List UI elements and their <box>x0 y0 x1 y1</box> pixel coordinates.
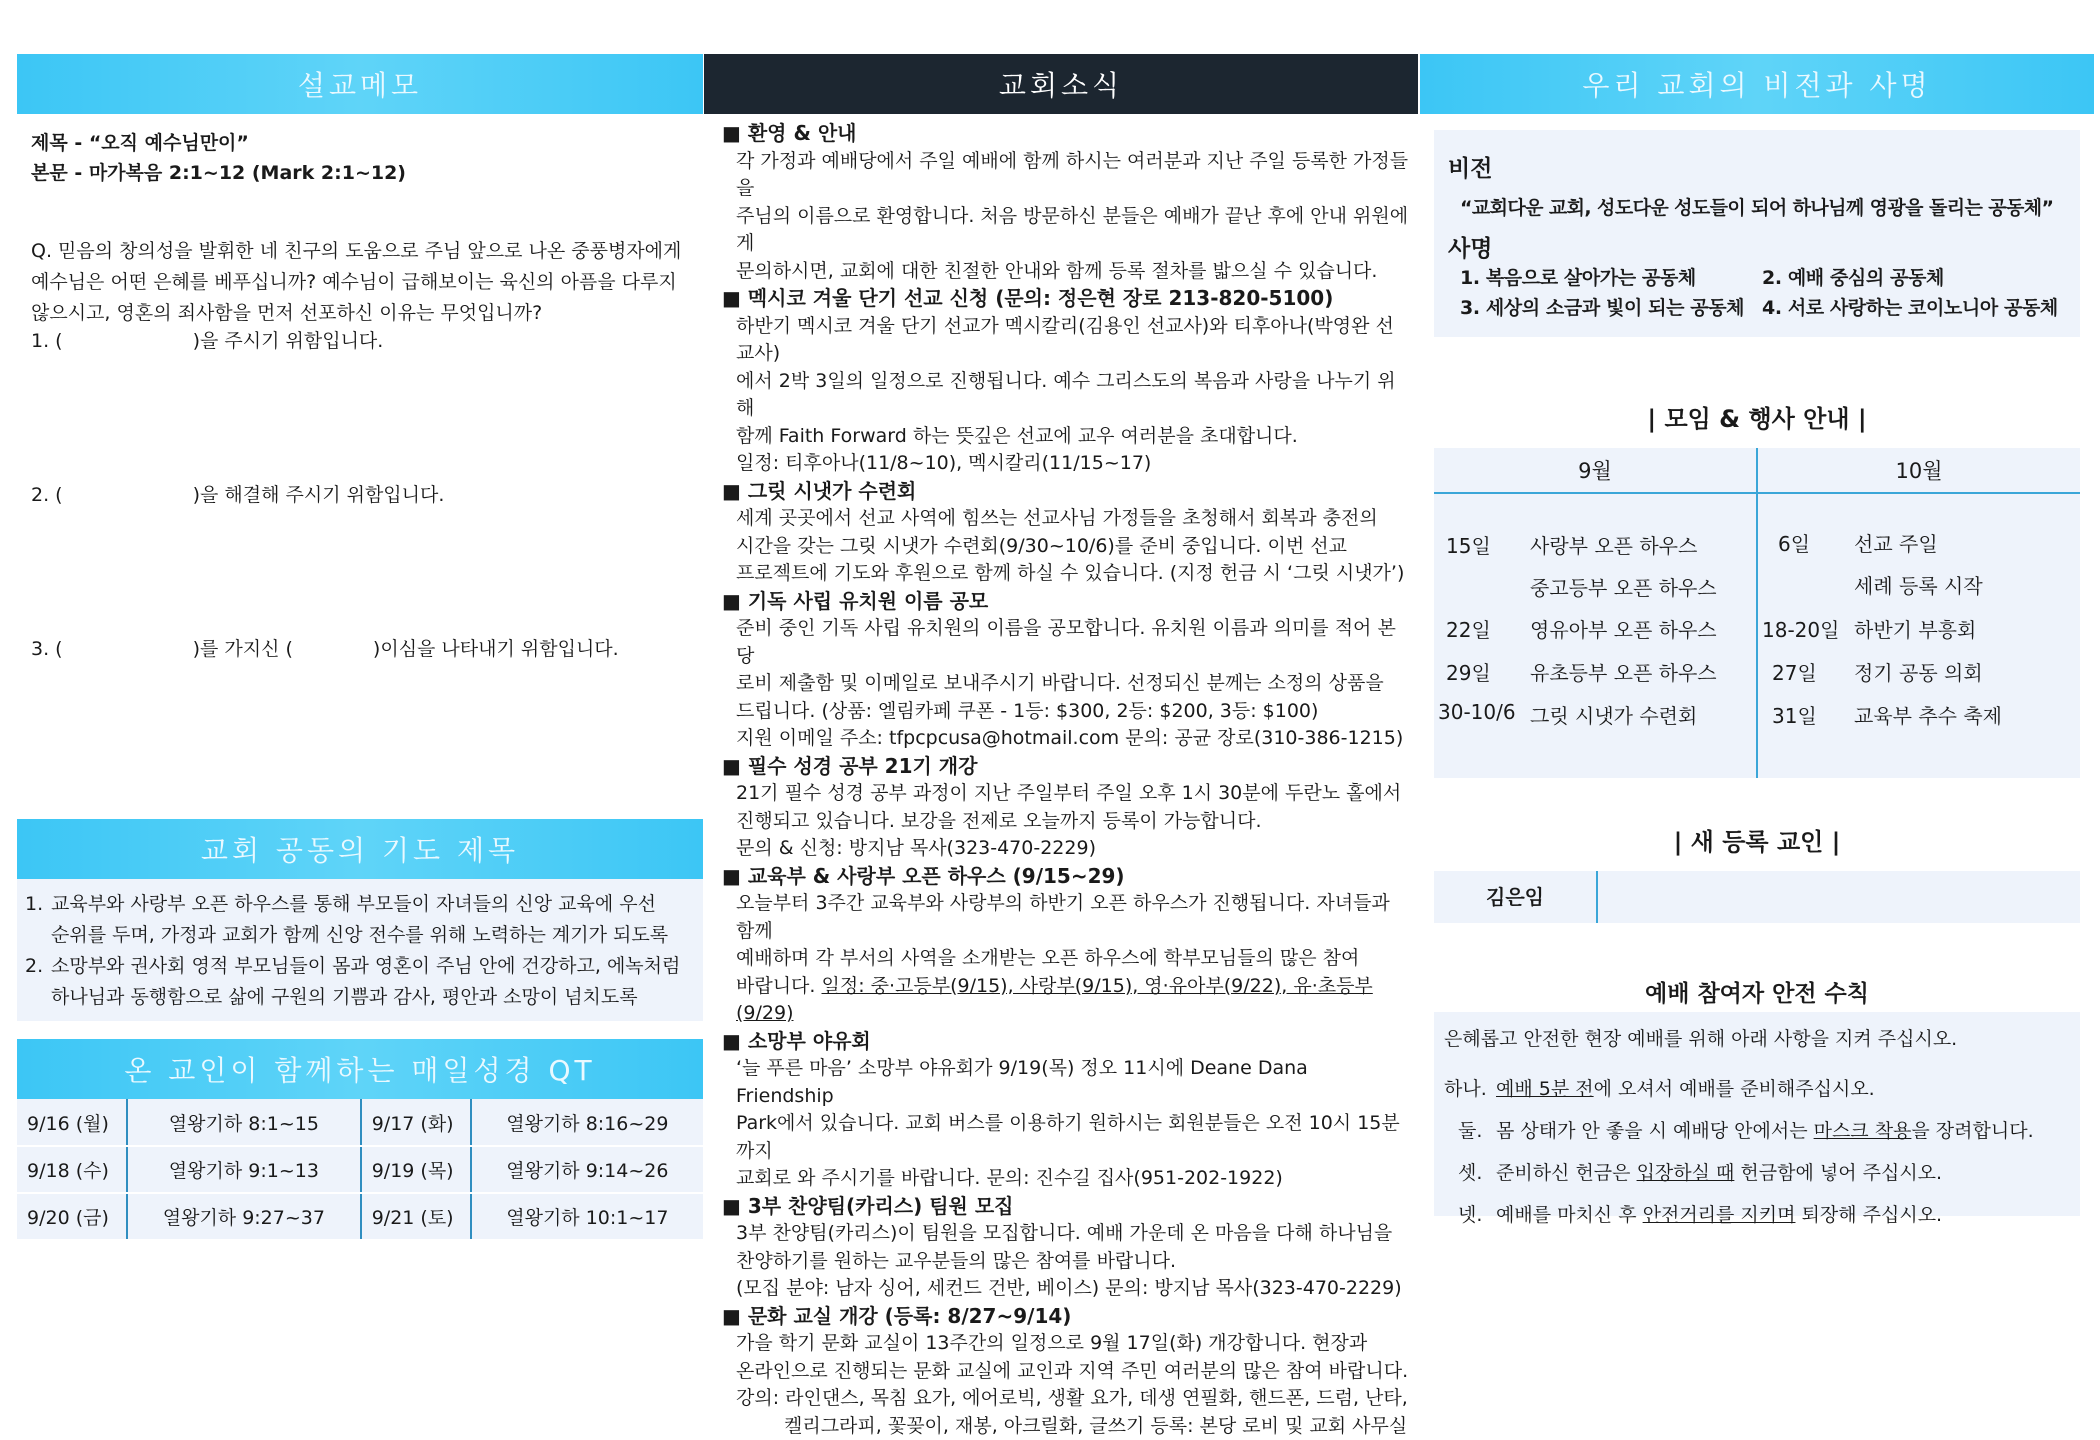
answer-prefix: 1. ( <box>31 330 63 352</box>
mission-list <box>1460 263 2064 323</box>
news-title: ■ 소망부 야유회 <box>722 1028 1410 1056</box>
news-line: 지원 이메일 주소: tfpcpcusa@hotmail.com 문의: 공균 장로(310-386-1215) <box>722 725 1410 753</box>
safety-rule <box>1444 1194 2080 1236</box>
month-heading: 10월 <box>1758 448 2080 494</box>
safety-panel <box>1434 1012 2080 1216</box>
events-september <box>1434 448 1758 778</box>
sermon-question <box>31 236 689 329</box>
rule-number: 셋. <box>1444 1152 1496 1194</box>
new-member-name: 김은임 <box>1434 871 1598 923</box>
event-name: 세례 등록 시작 <box>1854 570 1983 599</box>
answer-2 <box>31 480 444 507</box>
news-title: ■ 환영 & 안내 <box>722 120 1410 148</box>
event-date: 18-20일 <box>1762 614 1839 643</box>
news-line: 오늘부터 3주간 교육부와 사랑부의 하반기 오픈 하우스가 진행됩니다. 자녀들과 함께 <box>722 890 1410 945</box>
mission-item: 1. 복음으로 살아가는 공동체 <box>1460 263 1762 293</box>
safety-intro: 은혜롭고 안전한 현장 예배를 위해 아래 사항을 지켜 주십시오. <box>1444 1024 2080 1054</box>
answer-1 <box>31 326 383 353</box>
news-line: 문의 & 신청: 방지남 목사(323-470-2229) <box>722 835 1410 863</box>
news-line: 예배하며 각 부서의 사역을 소개받는 오픈 하우스에 학부모님들의 많은 참여 <box>722 945 1410 973</box>
news-line: 에서 2박 3일의 일정으로 진행됩니다. 예수 그리스도의 복음과 사랑을 나누기 위해 <box>722 368 1410 423</box>
event-name: 영유아부 오픈 하우스 <box>1530 614 1717 643</box>
event-date: 22일 <box>1446 614 1491 643</box>
rule-emphasis: 마스크 착용 <box>1814 1120 1912 1142</box>
answer-suffix: )을 해결해 주시기 위함입니다. <box>193 484 445 506</box>
vision-label: 비전 <box>1448 150 2064 183</box>
events-title: | 모임 & 행사 안내 | <box>1420 399 2094 434</box>
events-table <box>1434 448 2080 778</box>
qt-header: 온 교인이 함께하는 매일성경 QT <box>17 1039 703 1099</box>
qt-passage: 열왕기하 10:1~17 <box>471 1193 703 1240</box>
rule-number: 하나. <box>1444 1068 1496 1110</box>
mission-item: 2. 예배 중심의 공동체 <box>1762 263 2064 293</box>
news-line: 진행되고 있습니다. 보강을 전제로 오늘까지 등록이 가능합니다. <box>722 808 1410 836</box>
sermon-scripture: 본문 - 마가복음 2:1~12 (Mark 2:1~12) <box>31 158 689 188</box>
answer-suffix: )이심을 나타내기 위함입니다. <box>373 638 619 660</box>
church-news-column <box>704 54 1418 1440</box>
month-heading: 9월 <box>1434 448 1756 494</box>
rule-emphasis: 입장하실 때 <box>1637 1162 1735 1184</box>
news-line: Park에서 있습니다. 교회 버스를 이용하기 원하시는 회원분들은 오전 10시 15분까지 <box>722 1110 1410 1165</box>
qt-passage: 열왕기하 9:27~37 <box>127 1193 361 1240</box>
rule-text: 몸 상태가 안 좋을 시 예배당 안에서는 <box>1496 1120 1814 1142</box>
news-line: 하반기 멕시코 겨울 단기 선교가 멕시칼리(김용인 선교사)와 티후아나(박영완 선교사) <box>722 313 1410 368</box>
qt-passage: 열왕기하 9:1~13 <box>127 1146 361 1193</box>
event-name: 사랑부 오픈 하우스 <box>1530 530 1697 559</box>
sermon-title: 제목 - “오직 예수님만이” <box>31 128 689 158</box>
new-members-title: | 새 등록 교인 | <box>1420 822 2094 857</box>
vision-panel <box>1434 130 2080 337</box>
news-title: ■ 멕시코 겨울 단기 선교 신청 (문의: 정은현 장로 213-820-5100) <box>722 285 1410 313</box>
rule-text: 헌금함에 넣어 주십시오. <box>1734 1162 1942 1184</box>
news-title: ■ 그릿 시냇가 수련회 <box>722 478 1410 506</box>
qt-date: 9/17 (화) <box>361 1099 471 1146</box>
vision-column <box>1420 54 2094 1216</box>
qt-passage: 열왕기하 9:14~26 <box>471 1146 703 1193</box>
event-date: 6일 <box>1778 528 1810 557</box>
answer-3 <box>31 634 619 661</box>
news-line: ‘늘 푸른 마음’ 소망부 야유회가 9/19(목) 정오 11시에 Deane Dana Friendship <box>722 1055 1410 1110</box>
church-news-list <box>704 114 1418 1440</box>
news-line: 온라인으로 진행되는 문화 교실에 교인과 지역 주민 여러분의 많은 참여 바랍니다. <box>722 1358 1410 1386</box>
event-date: 31일 <box>1772 700 1817 729</box>
vision-header: 우리 교회의 비전과 사명 <box>1420 54 2094 114</box>
rule-number: 넷. <box>1444 1194 1496 1236</box>
prayer-item <box>25 889 695 951</box>
prayer-list <box>17 879 703 1021</box>
safety-rule <box>1444 1152 2080 1194</box>
news-title: ■ 교육부 & 사랑부 오픈 하우스 (9/15~29) <box>722 863 1410 891</box>
qt-date: 9/21 (토) <box>361 1193 471 1240</box>
mission-item: 4. 서로 사랑하는 코이노니아 공동체 <box>1762 293 2064 323</box>
qt-passage: 열왕기하 8:1~15 <box>127 1099 361 1146</box>
news-title: ■ 3부 찬양팀(카리스) 팀원 모집 <box>722 1193 1410 1221</box>
prayer-line: 하나님과 동행함으로 삶에 구원의 기쁨과 감사, 평안과 소망이 넘치도록 <box>51 982 680 1013</box>
prayer-section <box>17 819 703 1021</box>
news-line: 가을 학기 문화 교실이 13주간의 일정으로 9월 17일(화) 개강합니다. 현장과 <box>722 1330 1410 1358</box>
event-date: 29일 <box>1446 657 1491 686</box>
news-line: 시간을 갖는 그릿 시냇가 수련회(9/30~10/6)를 준비 중입니다. 이번 선교 <box>722 533 1410 561</box>
news-line: 각 가정과 예배당에서 주일 예배에 함께 하시는 여러분과 지난 주일 등록한 가정들을 <box>722 148 1410 203</box>
rule-emphasis: 예배 5분 전 <box>1496 1078 1594 1100</box>
prayer-header: 교회 공동의 기도 제목 <box>17 819 703 879</box>
table-row <box>17 1099 703 1146</box>
qt-table <box>17 1099 703 1241</box>
rule-text: 예배를 마치신 후 <box>1496 1204 1643 1226</box>
event-name: 정기 공동 의회 <box>1854 657 1983 686</box>
sermon-memo-column <box>17 54 703 343</box>
table-row <box>17 1146 703 1193</box>
answer-prefix: 2. ( <box>31 484 63 506</box>
news-line: 일정: 티후아나(11/8~10), 멕시칼리(11/15~17) <box>722 450 1410 478</box>
new-members-table <box>1434 871 2080 923</box>
table-row <box>17 1193 703 1240</box>
event-date: 27일 <box>1772 657 1817 686</box>
event-name: 유초등부 오픈 하우스 <box>1530 657 1717 686</box>
news-text: 바랍니다. <box>736 975 822 997</box>
mission-label: 사명 <box>1448 230 2064 263</box>
question-line: 않으시고, 영혼의 죄사함을 먼저 선포하신 이유는 무엇입니까? <box>31 298 689 329</box>
news-line: (모집 분야: 남자 싱어, 세컨드 건반, 베이스) 문의: 방지남 목사(323-470-2229) <box>722 1275 1410 1303</box>
mission-item: 3. 세상의 소금과 빛이 되는 공동체 <box>1460 293 1762 323</box>
question-line: Q. 믿음의 창의성을 발휘한 네 친구의 도움으로 주님 앞으로 나온 중풍병자에게 <box>31 236 689 267</box>
news-line: 함께 Faith Forward 하는 뜻깊은 선교에 교우 여러분을 초대합니다. <box>722 423 1410 451</box>
news-title: ■ 기독 사립 유치원 이름 공모 <box>722 588 1410 616</box>
event-name: 중고등부 오픈 하우스 <box>1530 572 1717 601</box>
sermon-memo-header: 설교메모 <box>17 54 703 114</box>
news-line <box>722 973 1410 1028</box>
news-line: 로비 제출함 및 이메일로 보내주시기 바랍니다. 선정되신 분께는 소정의 상품을 <box>722 670 1410 698</box>
prayer-line: 순위를 두며, 가정과 교회가 함께 신앙 전수를 위해 노력하는 계기가 되도록 <box>51 920 668 951</box>
answer-suffix: )을 주시기 위함입니다. <box>193 330 384 352</box>
safety-rule <box>1444 1068 2080 1110</box>
news-line: 드립니다. (상품: 엘림카페 쿠폰 - 1등: $300, 2등: $200, 3등: $100) <box>722 698 1410 726</box>
news-line: 문의하시면, 교회에 대한 친절한 안내와 함께 등록 절차를 밟으실 수 있습니다. <box>722 258 1410 286</box>
news-line: 주님의 이름으로 환영합니다. 처음 방문하신 분들은 예배가 끝난 후에 안내 위원에게 <box>722 203 1410 258</box>
qt-passage: 열왕기하 8:16~29 <box>471 1099 703 1146</box>
question-line: 예수님은 어떤 은혜를 베푸십니까? 예수님이 급해보이는 육신의 아픔을 다루지 <box>31 267 689 298</box>
answer-middle: )를 가지신 ( <box>193 638 293 660</box>
event-name: 그릿 시냇가 수련회 <box>1530 700 1697 729</box>
news-title: ■ 필수 성경 공부 21기 개강 <box>722 753 1410 781</box>
prayer-line: 교육부와 사랑부 오픈 하우스를 통해 부모들이 자녀들의 신앙 교육에 우선 <box>51 889 668 920</box>
rule-number: 둘. <box>1444 1110 1496 1152</box>
qt-section <box>17 1039 703 1241</box>
qt-date: 9/16 (월) <box>17 1099 127 1146</box>
event-date: 15일 <box>1446 530 1491 559</box>
rule-text: 준비하신 헌금은 <box>1496 1162 1637 1184</box>
rule-emphasis: 안전거리를 지키며 <box>1643 1204 1796 1226</box>
event-name: 교육부 추수 축제 <box>1854 700 2002 729</box>
news-schedule: 일정: 중·고등부(9/15), 사랑부(9/15), 영·유아부(9/22), 유·초등부(9/29) <box>736 975 1373 1025</box>
event-name: 하반기 부흥회 <box>1854 614 1976 643</box>
safety-title: 예배 참여자 안전 수칙 <box>1420 975 2094 1008</box>
news-title: ■ 문화 교실 개강 (등록: 8/27~9/14) <box>722 1303 1410 1331</box>
qt-date: 9/19 (목) <box>361 1146 471 1193</box>
news-line: 교회로 와 주시기를 바랍니다. 문의: 진수길 집사(951-202-1922) <box>722 1165 1410 1193</box>
news-line: 21기 필수 성경 공부 과정이 지난 주일부터 주일 오후 1시 30분에 두란노 홀에서 <box>722 780 1410 808</box>
news-line: 세계 곳곳에서 선교 사역에 힘쓰는 선교사님 가정들을 초청해서 회복과 충전의 <box>722 505 1410 533</box>
prayer-number: 2. <box>25 951 51 1013</box>
rule-text: 에 오셔서 예배를 준비해주십시오. <box>1594 1078 1875 1100</box>
event-date: 30-10/6 <box>1438 700 1516 724</box>
news-line: 준비 중인 기독 사립 유치원의 이름을 공모합니다. 유치원 이름과 의미를 적어 본당 <box>722 615 1410 670</box>
qt-date: 9/18 (수) <box>17 1146 127 1193</box>
safety-rule <box>1444 1110 2080 1152</box>
rule-text: 퇴장해 주십시오. <box>1795 1204 1942 1226</box>
news-line: 찬양하기를 원하는 교우분들의 많은 참여를 바랍니다. <box>722 1248 1410 1276</box>
prayer-item <box>25 951 695 1013</box>
prayer-number: 1. <box>25 889 51 951</box>
events-october <box>1758 448 2080 778</box>
vision-statement: “교회다운 교회, 성도다운 성도들이 되어 하나님께 영광을 돌리는 공동체” <box>1460 193 2064 220</box>
sermon-memo-body <box>17 114 703 343</box>
qt-date: 9/20 (금) <box>17 1193 127 1240</box>
news-line: 3부 찬양팀(카리스)이 팀원을 모집합니다. 예배 가운데 온 마음을 다해 하나님을 <box>722 1220 1410 1248</box>
answer-prefix: 3. ( <box>31 638 63 660</box>
news-line: 강의: 라인댄스, 목침 요가, 에어로빅, 생활 요가, 데생 연필화, 핸드폰, 드럼, 난타, <box>722 1385 1410 1413</box>
news-line: 프로젝트에 기도와 후원으로 함께 하실 수 있습니다. (지정 헌금 시 ‘그릿 시냇가’) <box>722 560 1410 588</box>
event-name: 선교 주일 <box>1854 528 1938 557</box>
rule-text: 을 장려합니다. <box>1911 1120 2033 1142</box>
news-line: 켈리그라피, 꽃꽂이, 재봉, 아크릴화, 글쓰기 등록: 본당 로비 및 교회 사무실 <box>722 1413 1410 1440</box>
prayer-line: 소망부와 권사회 영적 부모님들이 몸과 영혼이 주님 안에 건강하고, 에녹처럼 <box>51 951 680 982</box>
church-news-header: 교회소식 <box>704 54 1418 114</box>
